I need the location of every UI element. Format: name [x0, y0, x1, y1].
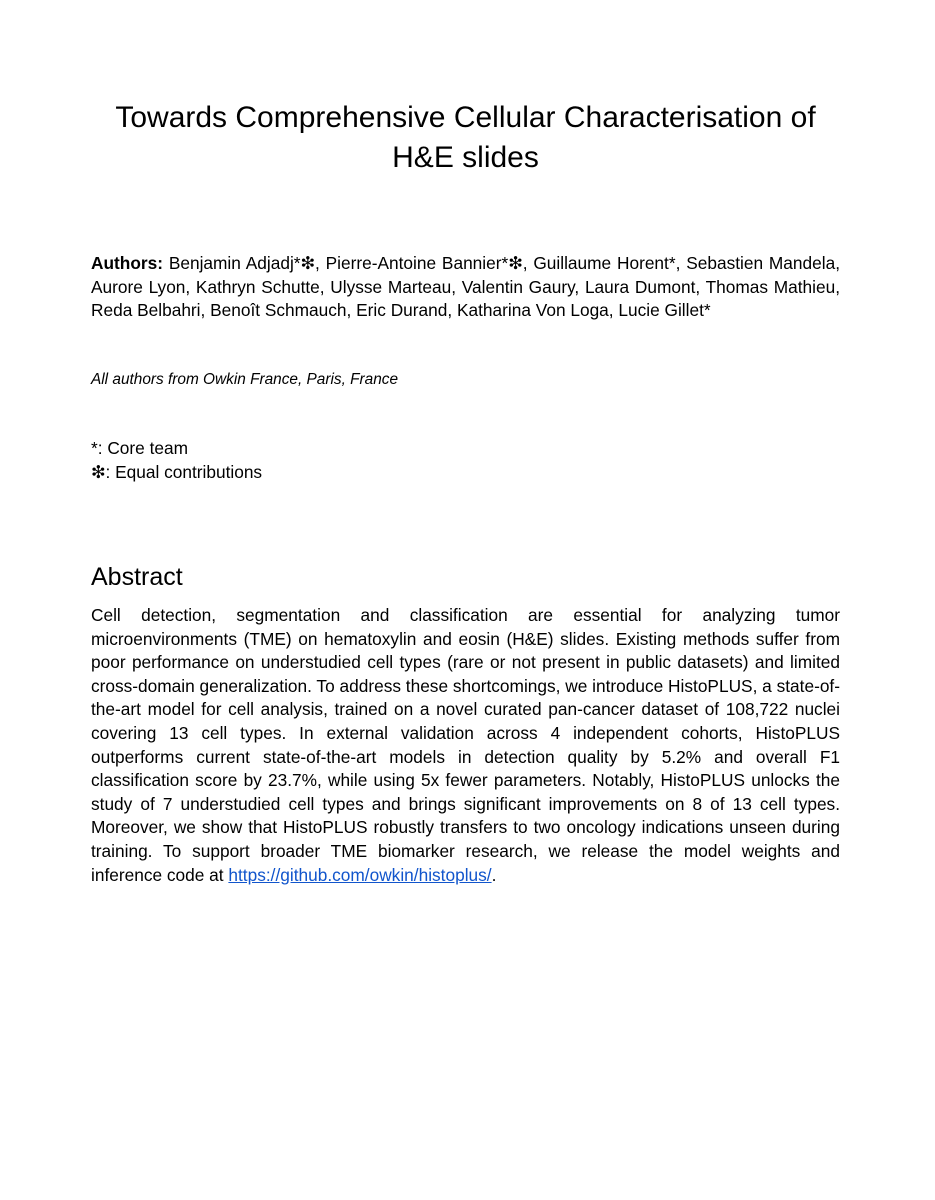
authors-label: Authors:: [91, 253, 163, 273]
github-link[interactable]: https://github.com/owkin/histoplus/: [228, 864, 492, 885]
author-names: Benjamin Adjadj*❇, Pierre-Antoine Bannier*❇, Guillaume Horent*, Sebastien Mandela, Aurore Lyon, Kathryn Schutte, Ulysse Marteau, Valentin Gaury, Laura Dumont, Thomas Mathieu, Reda Belbahri, Benoît Schmauch, Eric Durand, Katharina Von Loga, Lucie Gillet*: [91, 253, 840, 320]
abstract-end: .: [491, 864, 497, 885]
author-affiliation: All authors from Owkin France, Paris, France: [91, 371, 399, 388]
paper-title: Towards Comprehensive Cellular Characterisation of H&E slides: [115, 101, 816, 174]
abstract-body: [91, 604, 840, 887]
author-list: [91, 252, 840, 323]
note-core-team: *: Core team: [91, 438, 189, 458]
author-notes: [91, 437, 840, 484]
abstract-text: Cell detection, segmentation and classification are essential for analyzing tumor microenvironments (TME) on hematoxylin and eosin (H&E) slides. Existing methods suffer from poor performance on understudied cell types (rare or not present in public datasets) and limited cross-domain generalization. To address these shortcomings, we introduce HistoPLUS, a state-of-the-art model for cell analysis, trained on a novel curated pan-cancer dataset of 108,722 nuclei covering 13 cell types. In external validation across 4 independent cohorts, HistoPLUS outperforms current state-of-the-art models in detection quality by 5.2% and overall F1 classification score by 23.7%, while using 5x fewer parameters. Notably, HistoPLUS unlocks the study of 7 understudied cell types and brings significant improvements on 8 of 13 cell types. Moreover, we show that HistoPLUS robustly transfers to two oncology indications unseen during training. To support broader TME biomarker research, we release the model weights and inference code at: [91, 605, 840, 885]
abstract-heading: Abstract: [91, 563, 183, 591]
note-equal-contributions: ❇: Equal contributions: [91, 461, 263, 482]
